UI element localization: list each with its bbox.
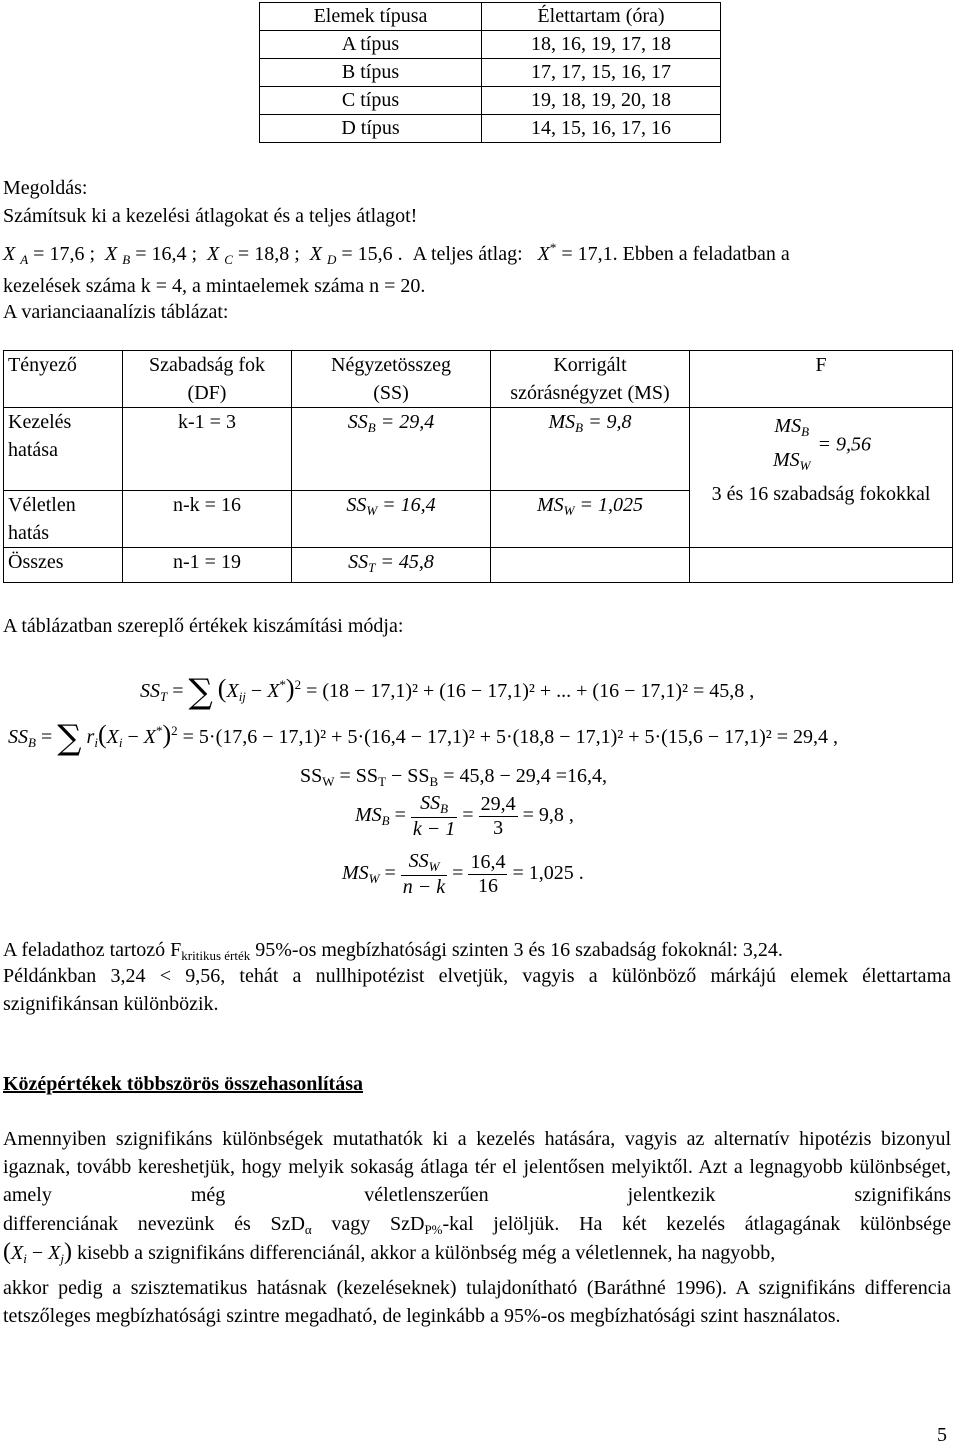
f-value: = 9,56: [817, 433, 871, 456]
anova-ss-cell: $SS_W = 16,4$: [292, 491, 491, 548]
anova-header-ss: Négyzetösszeg (SS): [292, 351, 491, 408]
anova-row-total: [4, 548, 953, 583]
anova-factor-cell: Kezelés hatása: [4, 408, 123, 491]
table-cell: D típus: [260, 115, 482, 143]
solution-label: Megoldás:: [3, 177, 88, 199]
total-mean-label: A teljes átlag:: [412, 243, 523, 265]
anova-ms-cell: $MS_W = 1,025$: [491, 491, 690, 548]
section-paragraph-2: differenciának nevezünk és SzD$_\alpha$ vagy SzD$_{P\%}$-kal jelöljük. Ha két kezelés átlagagának különbsége: [3, 1213, 952, 1237]
table-cell: C típus: [260, 87, 482, 115]
mean-a: = 17,6 ;: [33, 243, 96, 265]
section-paragraph-1: Amennyiben szignifikáns különbségek mutathatók ki a kezelés hatására, vagyis az alternatív hipotézis bizonyul igaznak, tovább kereshetjük, hogy melyik sokaság átlaga tér el jelentősen melyiktől. Azt a legnagyobb különbséget, amely még véletlenszerűen jelentkezik szignifikáns: [3, 1128, 951, 1206]
table-cell: 19, 18, 19, 20, 18: [482, 87, 721, 115]
mean-d: = 15,6 .: [341, 243, 403, 265]
table-header-cell: Elemek típusa: [260, 3, 482, 31]
ssb-equation: $SS_B$ = ∑ $r_i(X_i - X^*)^2 = 5\cdot(17,6 - 17,1)^2 + 5\cdot(16,4 - 17,1)^2 + 5\cdot(18,8 - 17,1)^2 + 5\cdot(15,6 - 17,1)^2 = 29,4$ ,: [8, 718, 839, 758]
table-cell: 17, 17, 15, 16, 17: [482, 59, 721, 87]
table-cell: A típus: [260, 31, 482, 59]
table-header-cell: Élettartam (óra): [482, 3, 721, 31]
total-mean: = 17,1: [561, 243, 613, 265]
page-number: 5: [937, 1424, 947, 1446]
table-cell: 14, 15, 16, 17, 16: [482, 115, 721, 143]
anova-f-cell: [690, 408, 953, 548]
anova-table: [3, 350, 953, 583]
lifetime-table: [259, 2, 721, 143]
anova-df-cell: n-k = 16: [123, 491, 292, 548]
sst-equation: $SS_T$ = ∑ $(X_{ij} - X^*)^2 = (18 - 17,1)^2 + (16 - 17,1)^2$ + ... + (16 − 17,1)² = 45,8 ,: [140, 672, 755, 712]
anova-ss-cell: $SS_T = 45,8$: [292, 548, 491, 583]
fcrit-text: A feladathoz tartozó $F_{kritikus érték}$ 95%-os megbízhatósági szinten 3 és 16 szabadság fokoknál: 3,24.: [3, 939, 783, 963]
section-paragraph-3: $(X_i - X_j)$ kisebb a szignifikáns differenciánál, akkor a különbség még a véletlennek, ha nagyobb,: [3, 1239, 776, 1266]
means-line: X $_A$ = 17,6 ; X $_B$ = 16,4 ; X $_C$ = 18,8 ; X $_D$ = 15,6 . A teljes átlag: X* = 17,1. Ebben a feladatban a: [3, 240, 790, 267]
f-note: 3 és 16 szabadság fokokkal: [711, 483, 931, 505]
mean-c: = 18,8 ;: [237, 243, 300, 265]
msw-equation: $MS_W$ = $\frac{SS_W}{n - k}$ = $\frac{16,4}{16}$ = 1,025 .: [342, 850, 584, 898]
calc-intro: A táblázatban szereplő értékek kiszámítási módja:: [3, 615, 404, 637]
anova-header-ms: Korrigált szórásnégyzet (MS): [491, 351, 690, 408]
table-header-row: [260, 3, 721, 31]
counts-text: kezelések száma k = 4, a mintaelemek száma n = 20.: [3, 275, 426, 297]
table-row: [260, 31, 721, 59]
means-tail: . Ebben a feladatban a: [612, 243, 790, 265]
conclusion-paragraph: Példánkban 3,24 < 9,56, tehát a nullhipotézist elvetjük, vagyis a különböző márkájú elemek élettartama szignifikánsan különbözik.: [3, 965, 951, 1015]
anova-header-f: F: [690, 351, 953, 408]
anova-header-factor: Tényező: [4, 351, 123, 408]
sst-rhs: = (18 − 17,1)² + (16 − 17,1)² + ... + (16 − 17,1)² = 45,8 ,: [306, 680, 755, 702]
anova-df-cell: k-1 = 3: [123, 408, 292, 491]
table-row: [260, 87, 721, 115]
anova-df-cell: n-1 = 19: [123, 548, 292, 583]
table-row: [260, 115, 721, 143]
anova-ss-cell: $SS_B = 29,4$: [292, 408, 491, 491]
section-paragraph-4: akkor pedig a szisztematikus hatásnak (kezeléseknek) tulajdonítható (Baráthné 1996). A szignifikáns differencia tetszőleges megbízhatósági szintre megadható, de leginkább a 95%-os megbízhatósági szint használatos.: [3, 1277, 951, 1327]
mean-b: = 16,4 ;: [135, 243, 198, 265]
section-heading: Középértékek többszörös összehasonlítása: [3, 1073, 363, 1095]
ssw-equation: $SS_W = SS_T - SS_B = 45,8 - 29,4 =16,4$,: [300, 765, 608, 789]
ssb-rhs: = 5·(17,6 − 17,1)² + 5·(16,4 − 17,1)² + 5·(18,8 − 17,1)² + 5·(15,6 − 17,1)² = 29,4 ,: [182, 726, 839, 748]
table-cell: B típus: [260, 59, 482, 87]
anova-factor-cell: Véletlen hatás: [4, 491, 123, 548]
anova-row-treatment: [4, 408, 953, 491]
table-cell: 18, 16, 19, 17, 18: [482, 31, 721, 59]
anova-factor-cell: Összes: [4, 548, 123, 583]
anova-header-row: [4, 351, 953, 408]
table-row: [260, 59, 721, 87]
instruction-text: Számítsuk ki a kezelési átlagokat és a teljes átlagot!: [3, 205, 418, 227]
anova-ms-cell: $MS_B = 9,8$: [491, 408, 690, 491]
anova-intro: A varianciaanalízis táblázat:: [3, 301, 229, 323]
anova-header-df: Szabadság fok (DF): [123, 351, 292, 408]
ssw-rhs: = 45,8 − 29,4 =16,4,: [443, 765, 608, 787]
f-ratio: $MS_B$ $MS_W$: [772, 415, 811, 473]
msb-equation: $MS_B$ = $\frac{SS_B}{k - 1}$ = $\frac{29,4}{3}$ = 9,8 ,: [355, 792, 574, 840]
